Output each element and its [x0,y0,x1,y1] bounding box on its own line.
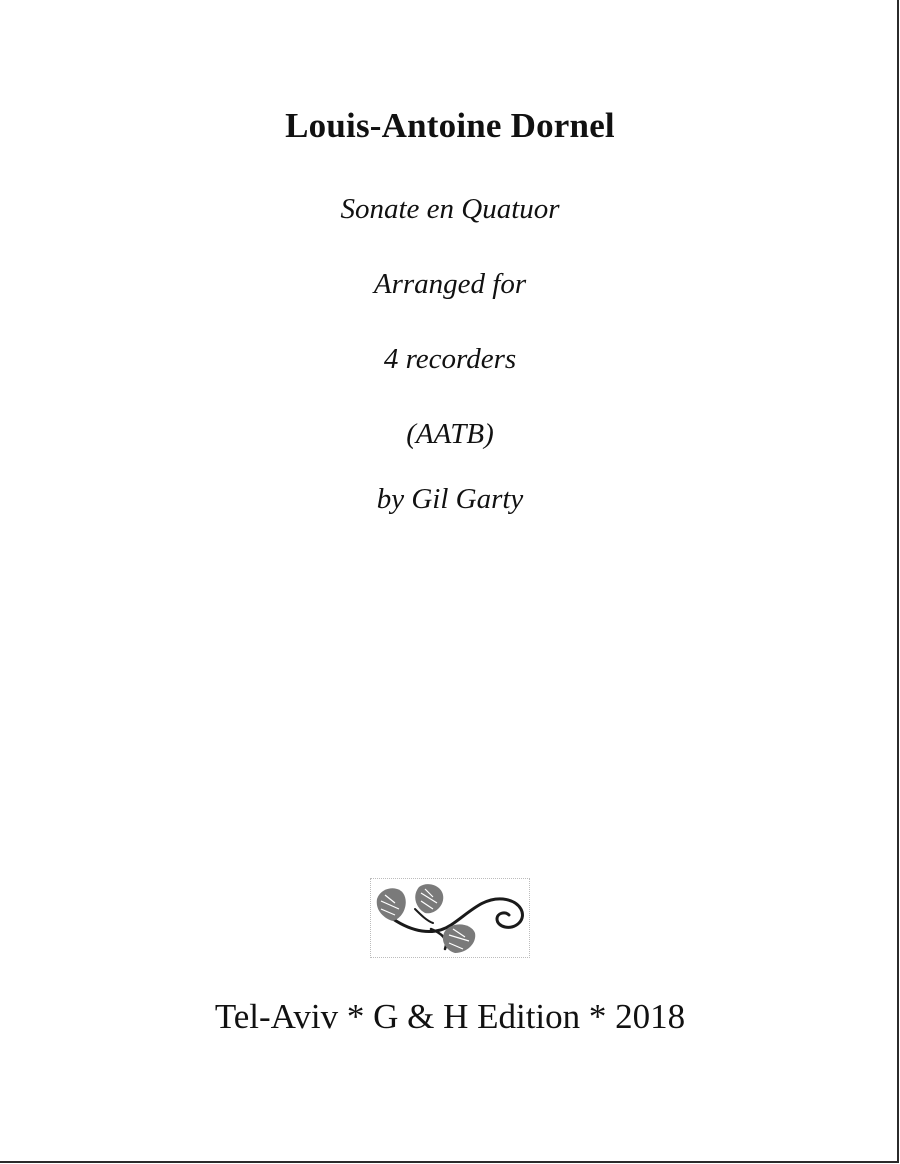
arranged-for-label: Arranged for [373,268,527,300]
instrumentation: 4 recorders [383,343,517,375]
work-title: Sonate en Quatuor [340,193,560,225]
arranger-credit: by Gil Garty [376,483,524,515]
leaf-vine-ornament-icon [371,879,529,957]
voicing: (AATB) [406,418,494,450]
publisher-imprint: Tel-Aviv * G & H Edition * 2018 [214,997,686,1036]
composer-name: Louis-Antoine Dornel [285,106,615,145]
